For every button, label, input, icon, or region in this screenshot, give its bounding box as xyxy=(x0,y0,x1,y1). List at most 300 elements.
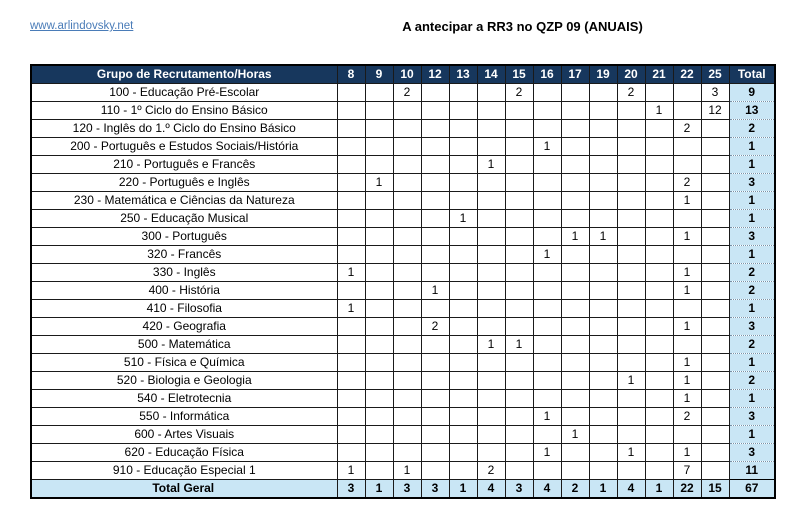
hour-cell-25 xyxy=(701,408,729,426)
hour-cell-14 xyxy=(477,138,505,156)
hour-cell-22: 2 xyxy=(673,120,701,138)
header-hour-25: 25 xyxy=(701,65,729,84)
header-hour-10: 10 xyxy=(393,65,421,84)
table-row xyxy=(31,102,775,120)
hour-cell-10 xyxy=(393,408,421,426)
row-label: 420 - Geografia xyxy=(31,318,337,336)
hour-cell-15 xyxy=(505,138,533,156)
table-row xyxy=(31,318,775,336)
hour-cell-20 xyxy=(617,336,645,354)
hour-cell-9 xyxy=(365,246,393,264)
hour-cell-14: 4 xyxy=(477,480,505,499)
hour-cell-9 xyxy=(365,210,393,228)
hour-cell-14 xyxy=(477,390,505,408)
hour-cell-12 xyxy=(421,228,449,246)
hour-cell-17 xyxy=(561,318,589,336)
hour-cell-17 xyxy=(561,156,589,174)
row-total: 3 xyxy=(729,408,775,426)
hour-cell-13 xyxy=(449,408,477,426)
hour-cell-22 xyxy=(673,300,701,318)
hour-cell-22: 1 xyxy=(673,282,701,300)
row-label: 100 - Educação Pré-Escolar xyxy=(31,84,337,102)
hour-cell-14 xyxy=(477,372,505,390)
hour-cell-16 xyxy=(533,390,561,408)
header-hour-8: 8 xyxy=(337,65,365,84)
hour-cell-21 xyxy=(645,192,673,210)
hour-cell-17 xyxy=(561,408,589,426)
hour-cell-19 xyxy=(589,336,617,354)
hour-cell-15 xyxy=(505,102,533,120)
row-label: 120 - Inglês do 1.º Ciclo do Ensino Básico xyxy=(31,120,337,138)
hour-cell-13 xyxy=(449,138,477,156)
hour-cell-14 xyxy=(477,282,505,300)
header-total: Total xyxy=(729,65,775,84)
hour-cell-15 xyxy=(505,390,533,408)
hour-cell-8 xyxy=(337,354,365,372)
hour-cell-16 xyxy=(533,120,561,138)
hour-cell-19 xyxy=(589,408,617,426)
hour-cell-17 xyxy=(561,444,589,462)
row-total: 1 xyxy=(729,138,775,156)
hour-cell-16 xyxy=(533,102,561,120)
hour-cell-19 xyxy=(589,246,617,264)
hour-cell-10 xyxy=(393,444,421,462)
hour-cell-25 xyxy=(701,282,729,300)
hour-cell-21 xyxy=(645,462,673,480)
hour-cell-22: 2 xyxy=(673,174,701,192)
hour-cell-8 xyxy=(337,174,365,192)
table-row xyxy=(31,426,775,444)
hour-cell-22: 1 xyxy=(673,192,701,210)
header-hour-21: 21 xyxy=(645,65,673,84)
hour-cell-21 xyxy=(645,444,673,462)
hour-cell-13 xyxy=(449,318,477,336)
hour-cell-19 xyxy=(589,264,617,282)
hour-cell-20 xyxy=(617,300,645,318)
row-label: 410 - Filosofia xyxy=(31,300,337,318)
hour-cell-12: 2 xyxy=(421,318,449,336)
hour-cell-16 xyxy=(533,336,561,354)
hour-cell-22: 1 xyxy=(673,372,701,390)
hour-cell-25 xyxy=(701,390,729,408)
hour-cell-12 xyxy=(421,120,449,138)
hour-cell-9: 1 xyxy=(365,174,393,192)
hour-cell-13: 1 xyxy=(449,210,477,228)
hour-cell-19: 1 xyxy=(589,480,617,499)
hour-cell-12 xyxy=(421,426,449,444)
hour-cell-12 xyxy=(421,84,449,102)
hour-cell-19 xyxy=(589,462,617,480)
hour-cell-20 xyxy=(617,156,645,174)
hour-cell-9 xyxy=(365,390,393,408)
hour-cell-16 xyxy=(533,372,561,390)
hour-cell-12: 3 xyxy=(421,480,449,499)
hour-cell-9 xyxy=(365,444,393,462)
row-total: 1 xyxy=(729,300,775,318)
hour-cell-25 xyxy=(701,372,729,390)
hour-cell-15 xyxy=(505,318,533,336)
row-label: 200 - Português e Estudos Sociais/História xyxy=(31,138,337,156)
row-label: 330 - Inglês xyxy=(31,264,337,282)
hour-cell-8 xyxy=(337,426,365,444)
hour-cell-21 xyxy=(645,282,673,300)
hour-cell-10 xyxy=(393,264,421,282)
hour-cell-10 xyxy=(393,102,421,120)
row-label: 620 - Educação Física xyxy=(31,444,337,462)
hour-cell-19 xyxy=(589,138,617,156)
row-total: 3 xyxy=(729,318,775,336)
hour-cell-15 xyxy=(505,246,533,264)
hour-cell-10: 1 xyxy=(393,462,421,480)
hour-cell-15 xyxy=(505,408,533,426)
row-label: 550 - Informática xyxy=(31,408,337,426)
hour-cell-20 xyxy=(617,210,645,228)
hour-cell-25 xyxy=(701,192,729,210)
hour-cell-14 xyxy=(477,120,505,138)
table-row xyxy=(31,444,775,462)
hour-cell-20 xyxy=(617,264,645,282)
row-label: 500 - Matemática xyxy=(31,336,337,354)
hour-cell-15 xyxy=(505,282,533,300)
row-total: 1 xyxy=(729,192,775,210)
row-label: 600 - Artes Visuais xyxy=(31,426,337,444)
header-hour-22: 22 xyxy=(673,65,701,84)
hour-cell-10 xyxy=(393,174,421,192)
hour-cell-20: 4 xyxy=(617,480,645,499)
hour-cell-8 xyxy=(337,282,365,300)
hour-cell-15 xyxy=(505,120,533,138)
hour-cell-12 xyxy=(421,372,449,390)
hour-cell-14 xyxy=(477,102,505,120)
hour-cell-10 xyxy=(393,354,421,372)
row-total: 2 xyxy=(729,372,775,390)
row-total: 2 xyxy=(729,264,775,282)
hour-cell-19 xyxy=(589,174,617,192)
hour-cell-17 xyxy=(561,246,589,264)
hour-cell-21 xyxy=(645,84,673,102)
hour-cell-17 xyxy=(561,84,589,102)
hour-cell-25 xyxy=(701,156,729,174)
hour-cell-15 xyxy=(505,192,533,210)
hour-cell-12 xyxy=(421,192,449,210)
hour-cell-20 xyxy=(617,282,645,300)
hour-cell-9 xyxy=(365,264,393,282)
hour-cell-9 xyxy=(365,372,393,390)
hour-cell-21 xyxy=(645,318,673,336)
hour-cell-9 xyxy=(365,426,393,444)
hour-cell-8 xyxy=(337,372,365,390)
hour-cell-15 xyxy=(505,264,533,282)
hour-cell-22 xyxy=(673,336,701,354)
hour-cell-13 xyxy=(449,246,477,264)
hour-cell-13 xyxy=(449,426,477,444)
hour-cell-12 xyxy=(421,138,449,156)
table-row xyxy=(31,408,775,426)
hour-cell-19 xyxy=(589,282,617,300)
hour-cell-8 xyxy=(337,156,365,174)
hour-cell-13 xyxy=(449,228,477,246)
hour-cell-22: 2 xyxy=(673,408,701,426)
row-total: 9 xyxy=(729,84,775,102)
hour-cell-22: 1 xyxy=(673,444,701,462)
hour-cell-8 xyxy=(337,228,365,246)
hour-cell-10 xyxy=(393,372,421,390)
hour-cell-13 xyxy=(449,336,477,354)
hour-cell-25 xyxy=(701,336,729,354)
hour-cell-13 xyxy=(449,372,477,390)
hour-cell-21 xyxy=(645,300,673,318)
hour-cell-12 xyxy=(421,444,449,462)
hour-cell-15 xyxy=(505,300,533,318)
hour-cell-13 xyxy=(449,354,477,372)
hour-cell-20 xyxy=(617,390,645,408)
hour-cell-25 xyxy=(701,246,729,264)
row-total: 1 xyxy=(729,390,775,408)
hour-cell-9 xyxy=(365,354,393,372)
hour-cell-17 xyxy=(561,192,589,210)
hour-cell-25 xyxy=(701,300,729,318)
hour-cell-21 xyxy=(645,426,673,444)
hour-cell-9 xyxy=(365,156,393,174)
hour-cell-21 xyxy=(645,120,673,138)
hour-cell-14: 2 xyxy=(477,462,505,480)
hour-cell-15 xyxy=(505,426,533,444)
hour-cell-20 xyxy=(617,426,645,444)
grand-total-value: 67 xyxy=(729,480,775,499)
hour-cell-21 xyxy=(645,264,673,282)
hour-cell-14: 1 xyxy=(477,156,505,174)
row-label: 540 - Eletrotecnia xyxy=(31,390,337,408)
table-row xyxy=(31,354,775,372)
hour-cell-20 xyxy=(617,462,645,480)
hour-cell-8 xyxy=(337,192,365,210)
hour-cell-17 xyxy=(561,138,589,156)
hour-cell-13 xyxy=(449,390,477,408)
hour-cell-8 xyxy=(337,120,365,138)
hour-cell-14 xyxy=(477,210,505,228)
row-label: 910 - Educação Especial 1 xyxy=(31,462,337,480)
hour-cell-13 xyxy=(449,120,477,138)
hour-cell-25 xyxy=(701,444,729,462)
hour-cell-19 xyxy=(589,426,617,444)
hour-cell-20 xyxy=(617,354,645,372)
hour-cell-20 xyxy=(617,192,645,210)
hour-cell-12 xyxy=(421,246,449,264)
hour-cell-16 xyxy=(533,84,561,102)
table-row xyxy=(31,336,775,354)
hour-cell-12 xyxy=(421,336,449,354)
hour-cell-17 xyxy=(561,174,589,192)
header-row xyxy=(31,65,775,84)
table-row xyxy=(31,462,775,480)
hour-cell-17 xyxy=(561,102,589,120)
hour-cell-22: 1 xyxy=(673,228,701,246)
hour-cell-20 xyxy=(617,102,645,120)
row-total: 1 xyxy=(729,210,775,228)
hour-cell-21 xyxy=(645,228,673,246)
row-total: 3 xyxy=(729,228,775,246)
hour-cell-12 xyxy=(421,300,449,318)
hour-cell-14 xyxy=(477,264,505,282)
hour-cell-14 xyxy=(477,444,505,462)
hour-cell-17 xyxy=(561,336,589,354)
hour-cell-25 xyxy=(701,138,729,156)
site-link[interactable]: www.arlindovsky.net xyxy=(30,20,134,32)
hour-cell-9 xyxy=(365,138,393,156)
table-row xyxy=(31,372,775,390)
row-label: 320 - Francês xyxy=(31,246,337,264)
hour-cell-8 xyxy=(337,444,365,462)
hour-cell-13 xyxy=(449,444,477,462)
hour-cell-13 xyxy=(449,462,477,480)
hour-cell-17 xyxy=(561,264,589,282)
hour-cell-19 xyxy=(589,102,617,120)
hour-cell-25 xyxy=(701,318,729,336)
hour-cell-10 xyxy=(393,300,421,318)
table-row xyxy=(31,246,775,264)
grand-total-label: Total Geral xyxy=(31,480,337,499)
row-total: 1 xyxy=(729,354,775,372)
hour-cell-16 xyxy=(533,210,561,228)
hour-cell-22: 22 xyxy=(673,480,701,499)
hour-cell-16 xyxy=(533,282,561,300)
table-row xyxy=(31,120,775,138)
hour-cell-17 xyxy=(561,282,589,300)
hour-cell-8 xyxy=(337,408,365,426)
row-total: 2 xyxy=(729,120,775,138)
row-label: 250 - Educação Musical xyxy=(31,210,337,228)
hour-cell-16 xyxy=(533,174,561,192)
hour-cell-15: 2 xyxy=(505,84,533,102)
hour-cell-14 xyxy=(477,84,505,102)
hour-cell-14 xyxy=(477,228,505,246)
hour-cell-14 xyxy=(477,174,505,192)
hour-cell-15: 3 xyxy=(505,480,533,499)
hour-cell-16: 1 xyxy=(533,444,561,462)
hour-cell-19 xyxy=(589,444,617,462)
hour-cell-22 xyxy=(673,210,701,228)
table-row xyxy=(31,84,775,102)
header-hour-12: 12 xyxy=(421,65,449,84)
recruitment-hours-table xyxy=(30,64,776,499)
hour-cell-15 xyxy=(505,156,533,174)
row-total: 3 xyxy=(729,174,775,192)
hour-cell-14 xyxy=(477,300,505,318)
hour-cell-14 xyxy=(477,246,505,264)
hour-cell-14 xyxy=(477,354,505,372)
hour-cell-10 xyxy=(393,390,421,408)
row-total: 3 xyxy=(729,444,775,462)
hour-cell-9 xyxy=(365,282,393,300)
table-row xyxy=(31,192,775,210)
header-hour-14: 14 xyxy=(477,65,505,84)
hour-cell-16 xyxy=(533,228,561,246)
row-label: 110 - 1º Ciclo do Ensino Básico xyxy=(31,102,337,120)
hour-cell-25 xyxy=(701,462,729,480)
hour-cell-9: 1 xyxy=(365,480,393,499)
hour-cell-8: 1 xyxy=(337,264,365,282)
row-label: 510 - Física e Química xyxy=(31,354,337,372)
hour-cell-14 xyxy=(477,318,505,336)
hour-cell-14 xyxy=(477,426,505,444)
hour-cell-17 xyxy=(561,372,589,390)
row-total: 1 xyxy=(729,156,775,174)
hour-cell-17 xyxy=(561,120,589,138)
hour-cell-13 xyxy=(449,300,477,318)
hour-cell-19 xyxy=(589,210,617,228)
hour-cell-16: 4 xyxy=(533,480,561,499)
hour-cell-25 xyxy=(701,210,729,228)
header-hour-19: 19 xyxy=(589,65,617,84)
hour-cell-9 xyxy=(365,192,393,210)
hour-cell-13 xyxy=(449,174,477,192)
hour-cell-19 xyxy=(589,120,617,138)
hour-cell-15: 1 xyxy=(505,336,533,354)
hour-cell-10 xyxy=(393,426,421,444)
hour-cell-9 xyxy=(365,408,393,426)
hour-cell-22: 1 xyxy=(673,390,701,408)
row-total: 1 xyxy=(729,246,775,264)
header-hour-13: 13 xyxy=(449,65,477,84)
table-row xyxy=(31,300,775,318)
hour-cell-10 xyxy=(393,156,421,174)
hour-cell-22 xyxy=(673,102,701,120)
hour-cell-21 xyxy=(645,138,673,156)
hour-cell-21 xyxy=(645,336,673,354)
table-row xyxy=(31,282,775,300)
hour-cell-12 xyxy=(421,408,449,426)
table-row xyxy=(31,390,775,408)
hour-cell-25 xyxy=(701,120,729,138)
hour-cell-22: 7 xyxy=(673,462,701,480)
hour-cell-19 xyxy=(589,372,617,390)
hour-cell-17 xyxy=(561,210,589,228)
hour-cell-22: 1 xyxy=(673,354,701,372)
hour-cell-8 xyxy=(337,318,365,336)
table-header xyxy=(31,65,775,84)
hour-cell-10 xyxy=(393,210,421,228)
hour-cell-10 xyxy=(393,120,421,138)
hour-cell-16 xyxy=(533,426,561,444)
hour-cell-13: 1 xyxy=(449,480,477,499)
hour-cell-8 xyxy=(337,390,365,408)
hour-cell-19 xyxy=(589,192,617,210)
header-label: Grupo de Recrutamento/Horas xyxy=(31,65,337,84)
row-total: 1 xyxy=(729,426,775,444)
grand-total-row xyxy=(31,480,775,499)
header-hour-16: 16 xyxy=(533,65,561,84)
hour-cell-17 xyxy=(561,462,589,480)
hour-cell-20 xyxy=(617,138,645,156)
hour-cell-16: 1 xyxy=(533,408,561,426)
hour-cell-16 xyxy=(533,300,561,318)
hour-cell-9 xyxy=(365,228,393,246)
hour-cell-21 xyxy=(645,390,673,408)
hour-cell-17 xyxy=(561,300,589,318)
hour-cell-12: 1 xyxy=(421,282,449,300)
hour-cell-21 xyxy=(645,354,673,372)
hour-cell-19 xyxy=(589,84,617,102)
hour-cell-9 xyxy=(365,102,393,120)
hour-cell-8 xyxy=(337,138,365,156)
row-total: 2 xyxy=(729,282,775,300)
hour-cell-15 xyxy=(505,462,533,480)
hour-cell-8: 1 xyxy=(337,300,365,318)
hour-cell-13 xyxy=(449,156,477,174)
hour-cell-15 xyxy=(505,210,533,228)
hour-cell-22: 1 xyxy=(673,264,701,282)
hour-cell-20 xyxy=(617,120,645,138)
